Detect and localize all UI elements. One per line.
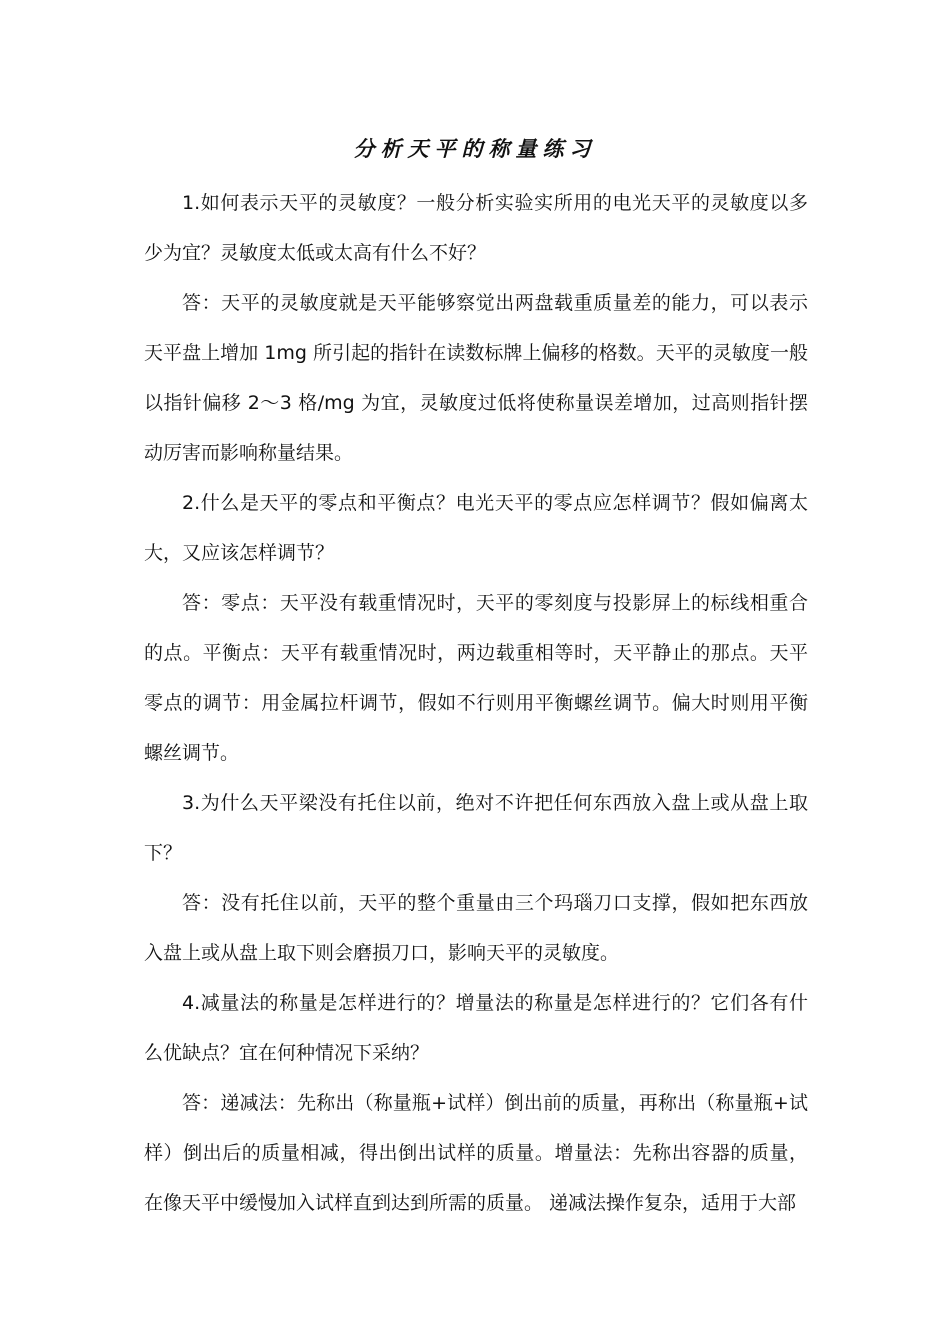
question-4: 4.减量法的称量是怎样进行的？增量法的称量是怎样进行的？它们各有什么优缺点？宜在何种情况下采纳？ bbox=[144, 992, 808, 1064]
answer-1: 答：天平的灵敏度就是天平能够察觉出两盘载重质量差的能力，可以表示天平盘上增加 1mg 所引起的指针在读数标牌上偏移的格数。天平的灵敏度一般以指针偏移 2～3 格/mg 为宜，灵敏度过低将使称量误差增加，过高则指针摆动厉害而影响称量结果。 bbox=[144, 292, 808, 464]
question-3: 3.为什么天平梁没有托住以前，绝对不许把任何东西放入盘上或从盘上取下？ bbox=[144, 792, 808, 864]
question-1: 1.如何表示天平的灵敏度？一般分析实验实所用的电光天平的灵敏度以多少为宜？灵敏度太低或太高有什么不好？ bbox=[144, 192, 808, 264]
answer-3: 答：没有托住以前，天平的整个重量由三个玛瑙刀口支撑，假如把东西放入盘上或从盘上取下则会磨损刀口，影响天平的灵敏度。 bbox=[144, 892, 808, 964]
answer-4: 答：递减法：先称出（称量瓶+试样）倒出前的质量，再称出（称量瓶+试样）倒出后的质量相减，得出倒出试样的质量。增量法：先称出容器的质量，在像天平中缓慢加入试样直到达到所需的质量。 递减法操作复杂，适用于大部 bbox=[144, 1092, 808, 1214]
question-2: 2.什么是天平的零点和平衡点？电光天平的零点应怎样调节？假如偏离太大，又应该怎样调节？ bbox=[144, 492, 808, 564]
answer-2: 答：零点：天平没有载重情况时，天平的零刻度与投影屏上的标线相重合的点。平衡点：天平有载重情况时，两边载重相等时，天平静止的那点。天平零点的调节：用金属拉杆调节，假如不行则用平衡螺丝调节。偏大时则用平衡螺丝调节。 bbox=[144, 592, 808, 764]
document-title: 分析天平的称量练习 bbox=[353, 136, 597, 161]
document-body bbox=[144, 178, 808, 1228]
